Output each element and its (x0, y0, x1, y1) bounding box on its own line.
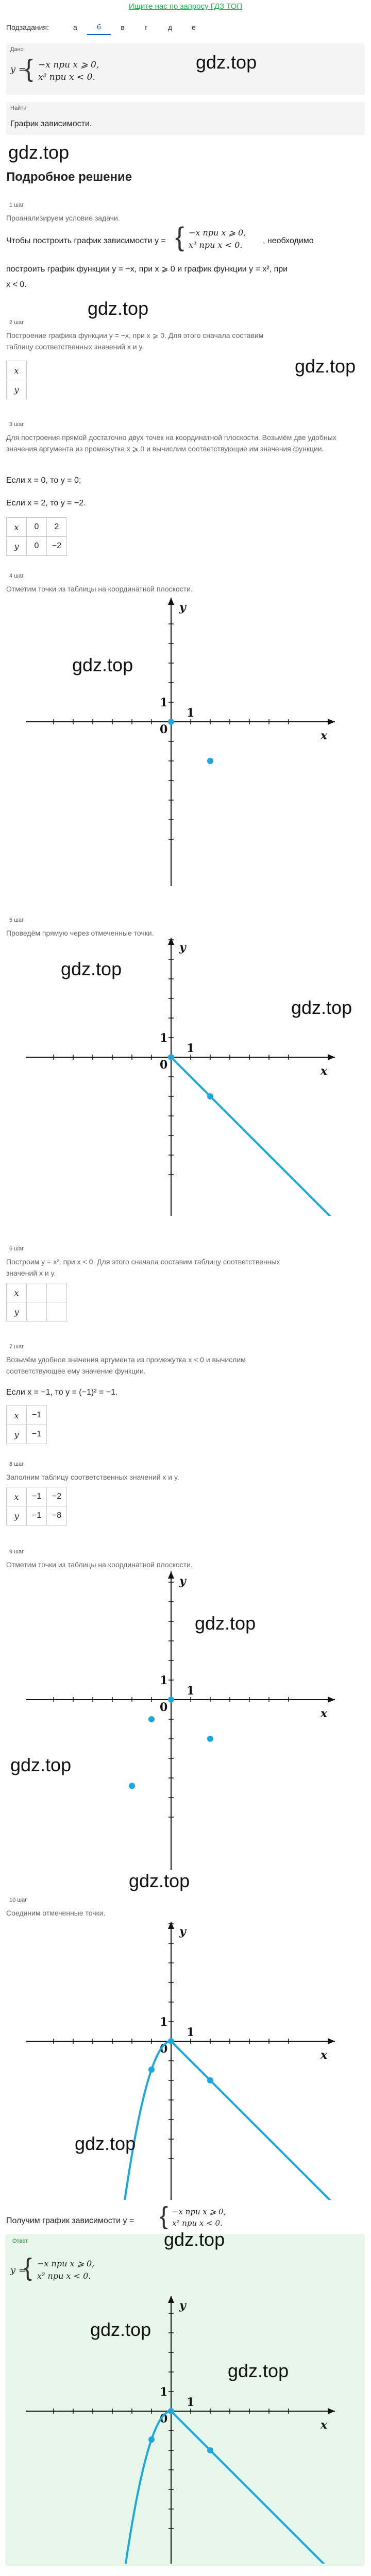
graph-parabola (124, 2411, 171, 2564)
step-tag: 4 шаг (9, 573, 24, 579)
watermark: gdz.top (164, 2229, 225, 2250)
y-axis-label: y (179, 2299, 186, 2312)
step-7-line-1: Если x = −1, то y = (−1)² = −1. (6, 1388, 118, 1397)
step-tag: 9 шаг (9, 1549, 24, 1555)
given-tag: Дано (10, 46, 24, 53)
graph-line-neg-x (171, 2411, 335, 2564)
origin-label: 0 (160, 1701, 168, 1714)
data-point (207, 1736, 213, 1742)
origin-label: 0 (160, 2412, 168, 2426)
y-unit-label: 1 (160, 2015, 168, 2029)
x-axis-label: x (321, 2048, 328, 2062)
table-cell: y (7, 1506, 27, 1526)
watermark: gdz.top (88, 298, 149, 319)
table-cell: y (7, 537, 27, 556)
values-table (6, 1283, 67, 1321)
watermark: gdz.top (10, 1754, 72, 1775)
data-point (168, 719, 174, 725)
y-arrow-icon (168, 1571, 174, 1579)
x-arrow-icon (328, 2038, 335, 2044)
values-table (6, 361, 27, 399)
values-table (6, 517, 67, 556)
step-9-text: Отметим точки из таблицы на координатной плоскости. (6, 1561, 193, 1569)
search-hint-link[interactable]: Ищите нас по запросу ГДЗ ТОП (128, 2, 243, 11)
step-tag: 3 шаг (9, 421, 24, 428)
given-box (6, 43, 365, 95)
find-text: График зависимости. (10, 120, 92, 128)
watermark: gdz.top (228, 2360, 289, 2381)
step-2-text: Построение графика функции y = −x, при x ⩾ 0. Для этого сначала составим таблицу соответственных значений x и y. (6, 331, 264, 351)
answer-line-2: x² при x < 0. (37, 2271, 91, 2281)
table-cell: x (7, 1283, 27, 1302)
data-point (148, 1716, 155, 1722)
watermark: gdz.top (196, 52, 257, 73)
x-axis-label: x (321, 729, 328, 742)
step-tag: 7 шаг (9, 1344, 24, 1350)
table-cell (27, 1283, 47, 1302)
table-cell: 2 (47, 518, 67, 537)
tab-e[interactable]: е (192, 23, 196, 31)
graph-line-neg-x (171, 2041, 335, 2200)
step-8-text: Заполним таблицу соответственных значений x и y. (6, 1473, 179, 1481)
y-unit-label: 1 (160, 1674, 168, 1687)
y-arrow-icon (168, 1922, 174, 1929)
brace-icon: { (25, 55, 33, 82)
table-cell (47, 1283, 67, 1302)
step-3-text: Для построения прямой достаточно двух точек на координатной плоскости. Возьмём две удобных значения аргумента из промежутка x ⩾ 0 и вычислим соответствующие им значения функции. (6, 433, 336, 453)
subtasks-bar (6, 20, 206, 35)
coordinate-plane (26, 598, 335, 886)
table-cell: y (7, 380, 27, 399)
data-point (168, 1697, 174, 1703)
answer-box (5, 2234, 365, 2566)
data-point (129, 1783, 135, 1789)
origin-label: 0 (160, 2042, 168, 2056)
x-axis-label: x (321, 1707, 328, 1720)
table-cell: −1 (27, 1506, 47, 1526)
table-cell: −2 (47, 1487, 67, 1506)
y-arrow-icon (168, 598, 174, 605)
table-cell: y (7, 1425, 27, 1444)
subtasks-label: Подзадания: (6, 23, 49, 31)
brace-icon: { (24, 2254, 32, 2281)
data-point (148, 2066, 155, 2073)
y-axis-label: y (179, 941, 186, 954)
step-tag: 2 шаг (9, 319, 24, 326)
values-table (6, 1487, 67, 1526)
table-cell: 0 (27, 537, 47, 556)
graph-parabola (124, 2041, 171, 2200)
table-cell: x (7, 518, 27, 537)
answer-prefix: y = (10, 2265, 26, 2276)
data-point (207, 2447, 213, 2453)
step-3-line-2: Если x = 2, то y = −2. (6, 499, 86, 507)
step-5-text: Проведём прямую через отмеченные точки. (6, 929, 154, 937)
watermark: gdz.top (72, 654, 133, 675)
table-cell: −1 (27, 1425, 47, 1444)
tab-v[interactable]: в (121, 23, 125, 31)
step-1-line-2: x² при x < 0. (189, 240, 243, 250)
answer-tag: Ответ (12, 2238, 28, 2244)
graph-line-neg-x (171, 1057, 335, 1216)
step-1-text-d: x < 0. (6, 280, 27, 289)
y-axis-label: y (179, 1574, 186, 1588)
step-1-text-b: , необходимо (263, 236, 314, 245)
step-1-line-1: −x при x ⩾ 0, (189, 228, 246, 238)
data-point (207, 2077, 213, 2083)
brace-icon: { (160, 2202, 168, 2230)
step-tag: 10 шаг (9, 1897, 27, 1903)
step-tag: 8 шаг (9, 1461, 24, 1467)
tab-a[interactable]: а (73, 23, 77, 31)
table-cell: −2 (47, 537, 67, 556)
x-axis-label: x (321, 2418, 328, 2432)
brace-icon: { (175, 222, 184, 252)
tab-d[interactable]: д (167, 23, 172, 31)
coordinate-plane (26, 1571, 335, 1870)
y-unit-label: 1 (160, 696, 168, 709)
table-cell: −8 (47, 1506, 67, 1526)
answer-line-1: −x при x ⩾ 0, (37, 2259, 95, 2268)
watermark: gdz.top (8, 142, 70, 163)
step-1-intro: Проанализируем условие задачи. (6, 214, 120, 222)
x-arrow-icon (328, 1697, 335, 1703)
find-tag: Найти (10, 105, 27, 111)
data-point (168, 1054, 174, 1060)
x-axis-label: x (321, 1064, 328, 1078)
table-cell: x (7, 361, 27, 380)
x-arrow-icon (328, 1054, 335, 1060)
given-line-1: −x при x ⩾ 0, (38, 60, 99, 70)
given-line-2: x² при x < 0. (38, 72, 95, 82)
origin-label: 0 (160, 723, 168, 736)
y-unit-label: 1 (160, 1031, 168, 1045)
step-tag: 6 шаг (9, 1246, 24, 1252)
y-axis-label: y (179, 1925, 186, 1938)
y-arrow-icon (168, 938, 174, 945)
result-line-2: x² при x < 0. (172, 2218, 223, 2228)
y-unit-label: 1 (160, 2385, 168, 2399)
x-unit-label: 1 (187, 1042, 195, 1055)
step-6-text: Построим y = x², при x < 0. Для этого сначала составим таблицу соответственных значений x и y. (6, 1258, 280, 1277)
x-unit-label: 1 (187, 2026, 195, 2039)
watermark: gdz.top (75, 2133, 136, 2154)
watermark: gdz.top (291, 997, 352, 1018)
given-prefix: y = (10, 64, 26, 75)
table-cell (27, 1302, 47, 1321)
table-cell: −1 (27, 1406, 47, 1425)
result-line-1: −x при x ⩾ 0, (172, 2207, 226, 2216)
watermark: gdz.top (61, 958, 122, 979)
step-1-text-a: Чтобы построить график зависимости y = (6, 236, 166, 245)
values-table (6, 1405, 47, 1444)
watermark: gdz.top (129, 1870, 190, 1891)
table-cell (47, 1302, 67, 1321)
coordinate-plane (26, 2296, 335, 2564)
step-tag: 5 шаг (9, 917, 24, 923)
table-cell: 0 (27, 518, 47, 537)
step-tag: 1 шаг (9, 202, 24, 208)
data-point (207, 1093, 213, 1099)
tab-b[interactable]: б (87, 20, 111, 35)
find-box (6, 102, 365, 135)
data-point (148, 2436, 155, 2443)
watermark: gdz.top (195, 1613, 256, 1634)
watermark: gdz.top (90, 2319, 151, 2340)
table-cell: −1 (27, 1487, 47, 1506)
table-cell: y (7, 1302, 27, 1321)
x-arrow-icon (328, 2408, 335, 2414)
tab-g[interactable]: г (145, 23, 148, 31)
y-axis-label: y (179, 601, 186, 614)
data-point (207, 758, 213, 764)
x-unit-label: 1 (187, 2396, 195, 2409)
step-10-text: Соединим отмеченные точки. (6, 1909, 106, 1917)
watermark: gdz.top (295, 355, 356, 377)
solution-title: Подробное решение (6, 170, 132, 184)
step-3-line-1: Если x = 0, то y = 0; (6, 476, 81, 485)
x-arrow-icon (328, 719, 335, 725)
origin-label: 0 (160, 1058, 168, 1072)
x-unit-label: 1 (187, 706, 195, 720)
table-cell: x (7, 1487, 27, 1506)
table-cell: x (7, 1406, 27, 1425)
step-7-text: Возьмём удобное значения аргумента из промежутка x < 0 и вычислим соответствующее ему значение функции. (6, 1355, 246, 1375)
step-4-text: Отметим точки из таблицы на координатной плоскости. (6, 585, 193, 593)
step-1-text-c: построить график функции y = −x, при x ⩾ 0 и график функции y = x², при (6, 265, 288, 274)
x-unit-label: 1 (187, 1684, 195, 1698)
y-arrow-icon (168, 2296, 174, 2303)
coordinate-plane (26, 1922, 335, 2200)
result-text: Получим график зависимости y = (6, 2216, 134, 2225)
